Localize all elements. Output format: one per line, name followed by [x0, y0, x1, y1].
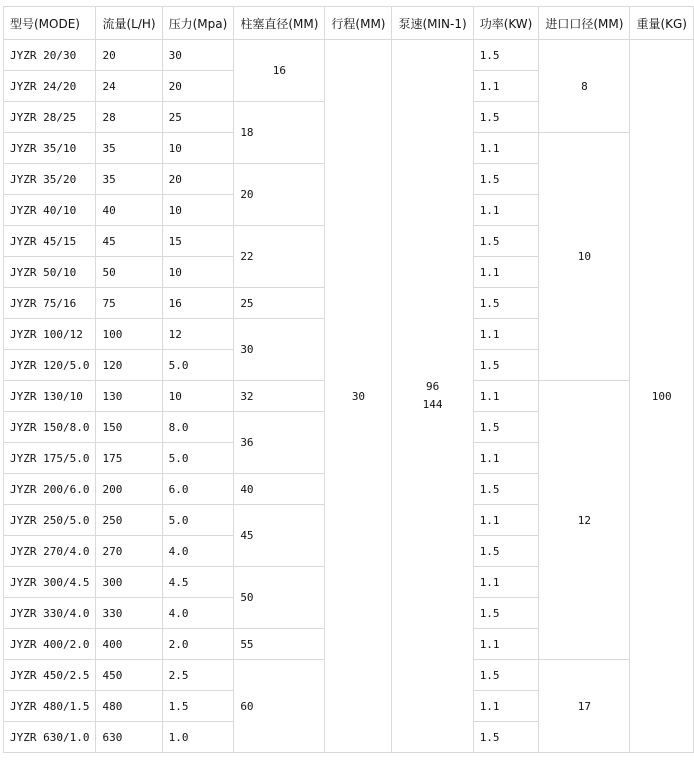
power-cell: 1.1 — [473, 133, 539, 164]
flow-cell: 24 — [96, 71, 162, 102]
header-plunger-diameter: 柱塞直径(MM) — [234, 7, 325, 40]
inlet-diameter-cell: 12 — [539, 381, 630, 660]
model-cell: JYZR 20/30 — [4, 40, 96, 71]
model-cell: JYZR 270/4.0 — [4, 536, 96, 567]
header-model: 型号(MODE) — [4, 7, 96, 40]
model-cell: JYZR 630/1.0 — [4, 722, 96, 753]
plunger-diameter-cell: 32 — [234, 381, 325, 412]
power-cell: 1.5 — [473, 40, 539, 71]
model-cell: JYZR 175/5.0 — [4, 443, 96, 474]
power-cell: 1.5 — [473, 226, 539, 257]
flow-cell: 75 — [96, 288, 162, 319]
pressure-cell: 5.0 — [162, 350, 234, 381]
model-cell: JYZR 130/10 — [4, 381, 96, 412]
flow-cell: 175 — [96, 443, 162, 474]
header-row — [4, 7, 694, 40]
plunger-diameter-cell: 16 — [234, 40, 325, 102]
pressure-cell: 4.0 — [162, 598, 234, 629]
stroke-cell: 30 — [325, 40, 392, 753]
plunger-diameter-cell: 20 — [234, 164, 325, 226]
inlet-diameter-cell: 8 — [539, 40, 630, 133]
model-cell: JYZR 50/10 — [4, 257, 96, 288]
plunger-diameter-cell: 30 — [234, 319, 325, 381]
pressure-cell: 5.0 — [162, 443, 234, 474]
flow-cell: 480 — [96, 691, 162, 722]
plunger-diameter-cell: 36 — [234, 412, 325, 474]
power-cell: 1.5 — [473, 474, 539, 505]
power-cell: 1.1 — [473, 691, 539, 722]
model-cell: JYZR 35/20 — [4, 164, 96, 195]
pressure-cell: 6.0 — [162, 474, 234, 505]
plunger-diameter-cell: 18 — [234, 102, 325, 164]
pressure-cell: 20 — [162, 71, 234, 102]
header-pump-speed: 泵速(MIN-1) — [392, 7, 473, 40]
model-cell: JYZR 330/4.0 — [4, 598, 96, 629]
inlet-diameter-cell: 17 — [539, 660, 630, 753]
header-pressure: 压力(Mpa) — [162, 7, 234, 40]
power-cell: 1.5 — [473, 102, 539, 133]
model-cell: JYZR 24/20 — [4, 71, 96, 102]
plunger-diameter-cell: 60 — [234, 660, 325, 753]
flow-cell: 45 — [96, 226, 162, 257]
flow-cell: 450 — [96, 660, 162, 691]
model-cell: JYZR 450/2.5 — [4, 660, 96, 691]
power-cell: 1.1 — [473, 71, 539, 102]
table-row — [4, 40, 694, 71]
power-cell: 1.5 — [473, 536, 539, 567]
pressure-cell: 10 — [162, 133, 234, 164]
power-cell: 1.1 — [473, 505, 539, 536]
power-cell: 1.5 — [473, 164, 539, 195]
plunger-diameter-cell: 25 — [234, 288, 325, 319]
pressure-cell: 2.0 — [162, 629, 234, 660]
flow-cell: 130 — [96, 381, 162, 412]
header-power: 功率(KW) — [473, 7, 539, 40]
pressure-cell: 25 — [162, 102, 234, 133]
pressure-cell: 30 — [162, 40, 234, 71]
flow-cell: 400 — [96, 629, 162, 660]
power-cell: 1.1 — [473, 629, 539, 660]
model-cell: JYZR 120/5.0 — [4, 350, 96, 381]
flow-cell: 28 — [96, 102, 162, 133]
power-cell: 1.5 — [473, 598, 539, 629]
flow-cell: 35 — [96, 164, 162, 195]
model-cell: JYZR 40/10 — [4, 195, 96, 226]
plunger-diameter-cell: 55 — [234, 629, 325, 660]
pressure-cell: 4.5 — [162, 567, 234, 598]
plunger-diameter-cell: 50 — [234, 567, 325, 629]
model-cell: JYZR 75/16 — [4, 288, 96, 319]
plunger-diameter-cell: 22 — [234, 226, 325, 288]
flow-cell: 200 — [96, 474, 162, 505]
pressure-cell: 1.0 — [162, 722, 234, 753]
model-cell: JYZR 100/12 — [4, 319, 96, 350]
pump-speed-value: 96 — [425, 380, 440, 393]
header-stroke: 行程(MM) — [325, 7, 392, 40]
weight-cell: 100 — [630, 40, 694, 753]
flow-cell: 300 — [96, 567, 162, 598]
flow-cell: 100 — [96, 319, 162, 350]
pressure-cell: 1.5 — [162, 691, 234, 722]
plunger-diameter-cell: 40 — [234, 474, 325, 505]
flow-cell: 150 — [96, 412, 162, 443]
pump-speed-cell — [392, 40, 473, 753]
power-cell: 1.1 — [473, 443, 539, 474]
flow-cell: 50 — [96, 257, 162, 288]
header-inlet-diameter: 进口口径(MM) — [539, 7, 630, 40]
header-weight: 重量(KG) — [630, 7, 694, 40]
pressure-cell: 16 — [162, 288, 234, 319]
pressure-cell: 8.0 — [162, 412, 234, 443]
power-cell: 1.5 — [473, 412, 539, 443]
model-cell: JYZR 300/4.5 — [4, 567, 96, 598]
model-cell: JYZR 150/8.0 — [4, 412, 96, 443]
plunger-diameter-cell: 45 — [234, 505, 325, 567]
model-cell: JYZR 200/6.0 — [4, 474, 96, 505]
pump-speed-value: 144 — [422, 398, 443, 411]
power-cell: 1.5 — [473, 660, 539, 691]
spec-table — [3, 6, 694, 753]
power-cell: 1.5 — [473, 722, 539, 753]
power-cell: 1.1 — [473, 567, 539, 598]
flow-cell: 35 — [96, 133, 162, 164]
pressure-cell: 10 — [162, 257, 234, 288]
pressure-cell: 12 — [162, 319, 234, 350]
power-cell: 1.1 — [473, 257, 539, 288]
pressure-cell: 20 — [162, 164, 234, 195]
pressure-cell: 10 — [162, 195, 234, 226]
model-cell: JYZR 250/5.0 — [4, 505, 96, 536]
model-cell: JYZR 480/1.5 — [4, 691, 96, 722]
power-cell: 1.1 — [473, 319, 539, 350]
pressure-cell: 2.5 — [162, 660, 234, 691]
flow-cell: 270 — [96, 536, 162, 567]
flow-cell: 330 — [96, 598, 162, 629]
power-cell: 1.1 — [473, 381, 539, 412]
model-cell: JYZR 400/2.0 — [4, 629, 96, 660]
pressure-cell: 4.0 — [162, 536, 234, 567]
model-cell: JYZR 45/15 — [4, 226, 96, 257]
model-cell: JYZR 28/25 — [4, 102, 96, 133]
pressure-cell: 5.0 — [162, 505, 234, 536]
flow-cell: 20 — [96, 40, 162, 71]
flow-cell: 630 — [96, 722, 162, 753]
header-flow: 流量(L/H) — [96, 7, 162, 40]
flow-cell: 40 — [96, 195, 162, 226]
model-cell: JYZR 35/10 — [4, 133, 96, 164]
power-cell: 1.5 — [473, 288, 539, 319]
power-cell: 1.5 — [473, 350, 539, 381]
inlet-diameter-cell: 10 — [539, 133, 630, 381]
pressure-cell: 10 — [162, 381, 234, 412]
flow-cell: 250 — [96, 505, 162, 536]
power-cell: 1.1 — [473, 195, 539, 226]
flow-cell: 120 — [96, 350, 162, 381]
table-body — [4, 40, 694, 753]
pressure-cell: 15 — [162, 226, 234, 257]
